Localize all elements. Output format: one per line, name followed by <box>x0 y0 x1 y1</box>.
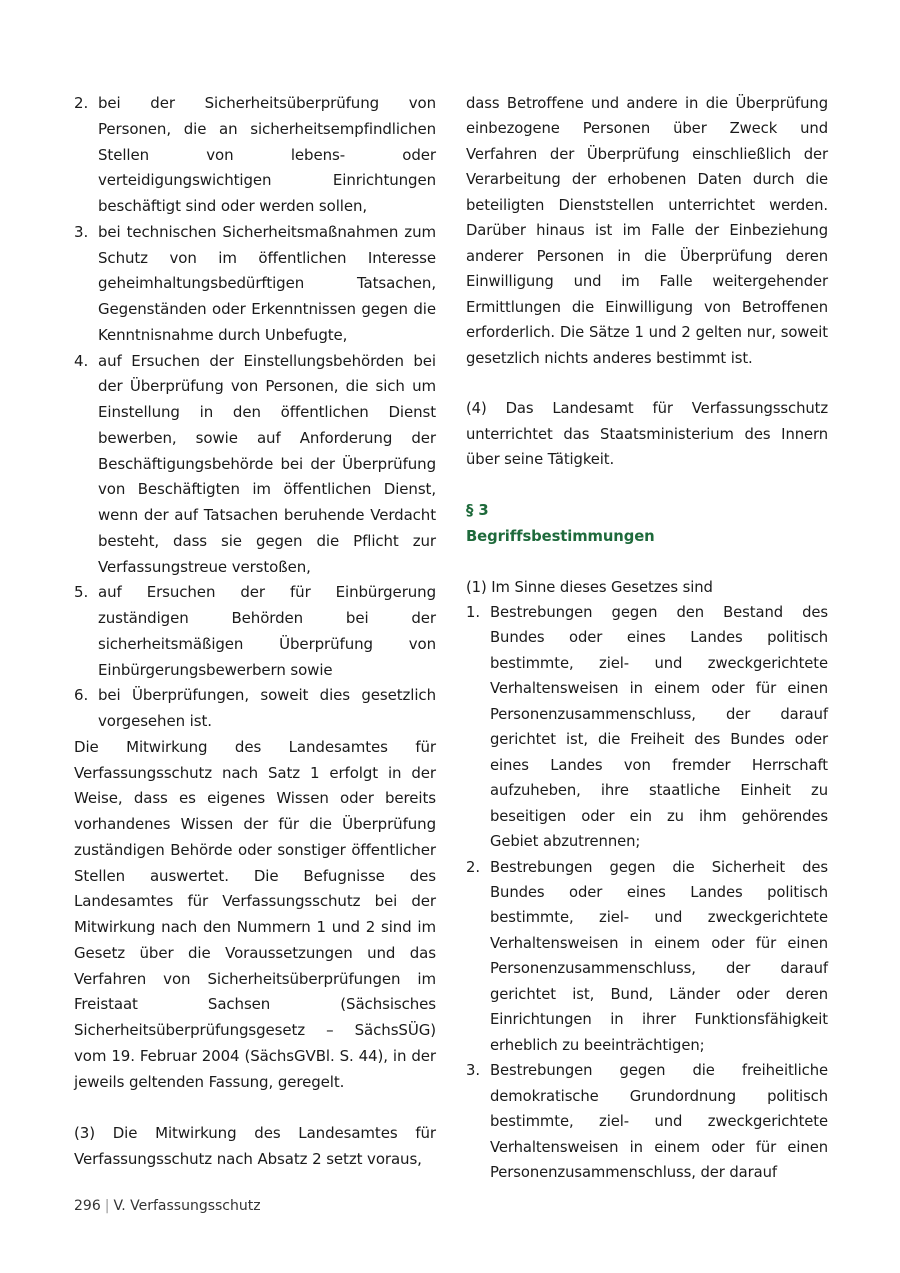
list-item-text: Bestrebungen gegen die freiheitliche demokratische Grundordnung politisch bestimmte, ziel- und zweckgerichtete Verhaltensweisen in einem oder für einen Personenzusammenschluss, der darauf <box>490 1062 828 1181</box>
list-item <box>466 855 828 1059</box>
list-item-number: 2. <box>466 858 480 876</box>
body-paragraph: (4) Das Landesamt für Verfassungsschutz unterrichtet das Staatsministerium des Innern über seine Tätigkeit. <box>466 400 828 469</box>
left-column <box>74 91 436 1173</box>
section-number: § 3 <box>466 502 489 520</box>
paragraph-gap <box>466 549 828 574</box>
list-item <box>74 349 436 581</box>
paragraph-gap <box>466 371 828 396</box>
security-check-list <box>74 91 436 735</box>
list-item-text: Bestrebungen gegen den Bestand des Bundes oder eines Landes politisch bestimmte, ziel- und zweckgerichtete Verhaltensweisen in einem oder für einen Personenzusammenschluss, der darauf gerichtet ist, die Freiheit des Bundes oder eines Landes von fremder Herrschaft aufzuheben, ihre staatliche Einheit zu beseitigen oder ein zu ihm gehörendes Gebiet abzutrennen; <box>490 604 828 851</box>
list-item-number: 4. <box>74 351 89 370</box>
paragraph-gap <box>466 473 828 498</box>
list-item <box>74 220 436 349</box>
list-item <box>74 91 436 220</box>
page-number: 296 <box>74 1198 101 1214</box>
list-item-text: auf Ersuchen der für Einbürgerung zuständigen Behörden bei der sicherheitsmäßigen Überprüfung von Einbürgerungsbewerbern sowie <box>98 583 436 679</box>
list-item-number: 1. <box>466 604 480 622</box>
body-paragraph: dass Betroffene und andere in die Überprüfung einbezogene Personen über Zweck und Verfahren der Überprüfung einschließlich der Verarbeitung der erhobenen Daten durch die beteiligten Dienststellen unterrichtet werden. Darüber hinaus ist im Falle der Einbeziehung anderer Personen in die Überprüfung deren Einwilligung und im Falle weitergehender Ermittlungen die Einwilligung von Betroffenen erforderlich. Die Sätze 1 und 2 gelten nur, soweit gesetzlich nichts anderes bestimmt ist. <box>466 95 828 367</box>
list-item-number: 3. <box>74 222 89 241</box>
list-item-text: bei Überprüfungen, soweit dies gesetzlich vorgesehen ist. <box>98 686 436 730</box>
list-item-text: bei technischen Sicherheitsmaßnahmen zum Schutz von im öffentlichen Interesse geheimhaltungsbedürftigen Tatsachen, Gegenständen oder Erkenntnissen gegen die Kenntnisnahme durch Unbefugte, <box>98 222 436 344</box>
list-item-number: 2. <box>74 94 89 112</box>
paragraph-gap <box>74 1095 436 1121</box>
right-column <box>466 91 828 1185</box>
list-item <box>74 580 436 683</box>
footer-separator: | <box>104 1198 110 1214</box>
list-item <box>466 600 828 855</box>
chapter-title: V. Verfassungsschutz <box>113 1198 261 1214</box>
list-item-text: bei der Sicherheitsüberprüfung von Personen, die an sicherheitsempfindlichen Stellen von lebens- oder verteidigungswichtigen Einrichtungen beschäftigt sind oder werden sollen, <box>98 94 436 215</box>
section-title: Begriffsbestimmungen <box>466 527 655 545</box>
list-item-text: auf Ersuchen der Einstellungsbehörden bei der Überprüfung von Personen, die sich um Einstellung in den öffentlichen Dienst bewerben, sowie auf Anforderung der Beschäftigungsbehörde bei der Überprüfung von Beschäftigten im öffentlichen Dienst, wenn der auf Tatsachen beruhende Verdacht besteht, dass sie gegen die Pflicht zur Verfassungstreue verstoßen, <box>98 351 436 576</box>
list-item-number: 5. <box>74 583 89 602</box>
list-item-number: 3. <box>466 1062 480 1080</box>
definitions-list <box>466 600 828 1185</box>
page-footer <box>74 1198 261 1214</box>
list-item <box>74 683 436 735</box>
list-item-text: Bestrebungen gegen die Sicherheit des Bundes oder eines Landes politisch bestimmte, ziel- und zweckgerichtete Verhaltensweisen in einem oder für einen Personenzusammenschluss, der darauf gerichtet ist, Bund, Länder oder deren Einrichtungen in ihrer Funktionsfähigkeit erheblich zu beeinträchtigen; <box>490 858 828 1054</box>
body-paragraph: Die Mitwirkung des Landesamtes für Verfassungsschutz nach Satz 1 erfolgt in der Weise, dass es eigenes Wissen oder bereits vorhandenes Wissen der für die Überprüfung zuständigen Behörde oder sonstiger öffentlicher Stellen auswertet. Die Befugnisse des Landesamtes für Verfassungsschutz bei der Mitwirkung nach den Nummern 1 und 2 sind im Gesetz über die Voraussetzungen und das Verfahren von Sicherheitsüberprüfungen im Freistaat Sachsen (Sächsisches Sicherheitsüberprüfungsgesetz – SächsSÜG) vom 19. Februar 2004 (SächsGVBl. S. 44), in der jeweils geltenden Fassung, geregelt. <box>74 737 436 1091</box>
list-item <box>466 1058 828 1185</box>
definitions-intro: (1) Im Sinne dieses Gesetzes sind <box>466 578 713 596</box>
list-item-number: 6. <box>74 686 89 705</box>
body-paragraph: (3) Die Mitwirkung des Landesamtes für Verfassungsschutz nach Absatz 2 setzt voraus, <box>74 1124 436 1168</box>
